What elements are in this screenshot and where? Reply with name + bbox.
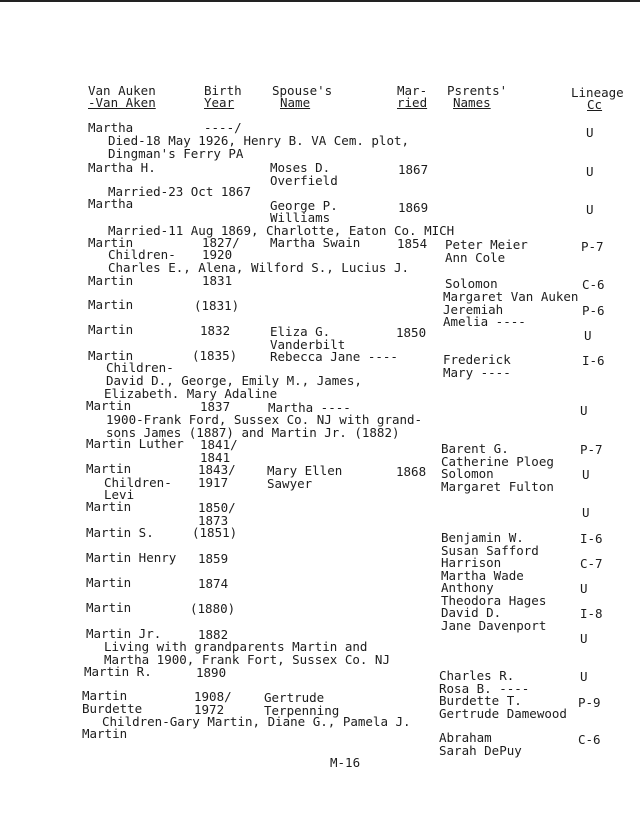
entry-parents: Solomon <box>445 276 498 291</box>
entry-name: Martin S. <box>86 525 154 540</box>
entry-name: Martin <box>88 348 134 363</box>
entry-spouse: Vanderbilt <box>270 337 346 352</box>
entry-spouse: Rebecca Jane ---- <box>270 349 398 364</box>
entry-name: Children- <box>104 475 172 490</box>
entry-lineage: C-6 <box>578 732 601 747</box>
header-surname-alt: -Van Aken <box>88 95 156 110</box>
entry-lineage: I-8 <box>580 606 603 621</box>
entry-parents: Martha Wade <box>441 568 524 583</box>
entry-birth: 1832 <box>200 323 231 338</box>
entry-note: Elizabeth. Mary Adaline <box>104 386 278 401</box>
entry-note: Dingman's Ferry PA <box>108 146 244 161</box>
entry-lineage: U <box>584 328 592 343</box>
entry-birth: 1917 <box>198 475 229 490</box>
entry-lineage: U <box>580 669 588 684</box>
entry-name: Martin <box>82 688 128 703</box>
entry-birth: 1890 <box>196 665 227 680</box>
entry-lineage: P-7 <box>581 239 604 254</box>
entry-note: David D., George, Emily M., James, <box>106 373 362 388</box>
entry-spouse: Williams <box>270 210 331 225</box>
entry-parents: Harrison <box>441 555 502 570</box>
entry-birth: 1850/ <box>198 500 236 515</box>
entry-name: Martin <box>88 235 134 250</box>
entry-married: 1868 <box>396 464 427 479</box>
entry-parents: Frederick <box>443 352 511 367</box>
entry-lineage: P-7 <box>580 442 603 457</box>
entry-name: Martin <box>86 461 132 476</box>
header-parents: Psrents' <box>447 83 508 98</box>
entry-married: 1869 <box>398 200 429 215</box>
entry-parents: Jeremiah <box>443 302 504 317</box>
entry-note: 1900-Frank Ford, Sussex Co. NJ with grand- <box>106 412 423 427</box>
entry-parents: Catherine Ploeg <box>441 454 554 469</box>
entry-name: Martin <box>86 398 132 413</box>
entry-birth: 1908/ <box>194 689 232 704</box>
entry-name: Martin <box>88 297 134 312</box>
entry-name: Martha <box>88 196 134 211</box>
header-married-2: ried <box>397 95 428 110</box>
entry-spouse: Moses D. <box>270 160 331 175</box>
entry-note: Martha 1900, Frank Fort, Sussex Co. NJ <box>104 652 390 667</box>
entry-lineage: U <box>582 505 590 520</box>
entry-birth: 1827/ <box>202 235 240 250</box>
entry-note: Children-Gary Martin, Diane G., Pamela J. <box>102 714 411 729</box>
entry-lineage: U <box>580 403 588 418</box>
entry-parents: Sarah DePuy <box>439 743 522 758</box>
entry-married: 1854 <box>397 236 428 251</box>
entry-parents: Margaret Fulton <box>441 479 554 494</box>
header-lineage-code: Cc <box>587 97 603 112</box>
entry-name: Martin Luther <box>86 436 184 451</box>
entry-name: Martin Jr. <box>86 626 162 641</box>
entry-lineage: P-9 <box>578 695 601 710</box>
header-surname: Van Auken <box>88 83 156 98</box>
entry-name: Martin <box>88 273 134 288</box>
entry-birth: 1873 <box>198 513 229 528</box>
entry-birth: 1831 <box>202 273 233 288</box>
header-parents-names: Names <box>453 95 491 110</box>
entry-birth: 1859 <box>198 551 229 566</box>
entry-married: 1867 <box>398 162 429 177</box>
entry-name: Martin <box>88 322 134 337</box>
entry-birth: 1843/ <box>198 462 236 477</box>
entry-parents: Anthony <box>441 580 494 595</box>
entry-lineage: U <box>582 467 590 482</box>
header-spouse: Spouse's <box>272 83 333 98</box>
entry-note: Married-11 Aug 1869, Charlotte, Eaton Co. MICH <box>108 223 455 238</box>
entry-parents: Benjamin W. <box>441 530 524 545</box>
entry-birth: (1851) <box>192 525 238 540</box>
entry-lineage: I-6 <box>582 353 605 368</box>
entry-note: Married-23 Oct 1867 <box>108 184 251 199</box>
entry-name: Martin Henry <box>86 550 177 565</box>
entry-name: Martha H. <box>88 160 156 175</box>
entry-spouse: Martha ---- <box>268 400 351 415</box>
entry-birth: ----/ <box>204 120 242 135</box>
entry-spouse: Sawyer <box>267 476 313 491</box>
entry-birth: (1831) <box>194 298 240 313</box>
entry-name: Burdette <box>82 701 143 716</box>
entry-lineage: P-6 <box>582 303 605 318</box>
entry-spouse: Martha Swain <box>270 235 361 250</box>
header-lineage: Lineage <box>571 85 624 100</box>
entry-parents: Barent G. <box>441 441 509 456</box>
entry-birth: (1835) <box>192 348 238 363</box>
entry-parents: Amelia ---- <box>443 314 526 329</box>
entry-note: Living with grandparents Martin and <box>104 639 368 654</box>
entry-name: Martin <box>82 726 128 741</box>
entry-name: Levi <box>104 487 135 502</box>
entry-parents: Peter Meier <box>445 237 528 252</box>
entry-name: Children- <box>106 360 174 375</box>
entry-lineage: C-7 <box>580 556 603 571</box>
entry-spouse: George P. <box>270 198 338 213</box>
entry-parents: Burdette T. <box>439 693 522 708</box>
entry-spouse: Overfield <box>270 173 338 188</box>
entry-name: Martin <box>86 600 132 615</box>
entry-lineage: U <box>580 581 588 596</box>
entry-parents: Jane Davenport <box>441 618 547 633</box>
entry-spouse: Eliza G. <box>270 324 331 339</box>
top-rule <box>0 0 640 2</box>
entry-parents: Solomon <box>441 466 494 481</box>
entry-birth: 1841 <box>200 450 231 465</box>
entry-lineage: U <box>580 631 588 646</box>
header-married: Mar- <box>397 83 428 98</box>
entry-parents: Abraham <box>439 730 492 745</box>
entry-note: Charles E., Alena, Wilford S., Lucius J. <box>108 260 410 275</box>
entry-parents: Theodora Hages <box>441 593 547 608</box>
entry-parents: David D. <box>441 605 502 620</box>
entry-spouse: Terpenning <box>264 703 340 718</box>
entry-lineage: U <box>586 202 594 217</box>
entry-name: Martin <box>86 499 132 514</box>
entry-name: Martha <box>88 120 134 135</box>
entry-lineage: U <box>586 125 594 140</box>
entry-birth: 1882 <box>198 627 229 642</box>
entry-birth: 1874 <box>198 576 229 591</box>
header-birth-year: Year <box>204 95 235 110</box>
entry-parents: Rosa B. ---- <box>439 681 530 696</box>
entry-birth: 1837 <box>200 399 231 414</box>
entry-birth: 1920 <box>202 247 233 262</box>
header-birth: Birth <box>204 83 242 98</box>
entry-parents: Mary ---- <box>443 365 511 380</box>
entry-name: Children- <box>108 247 176 262</box>
entry-parents: Gertrude Damewood <box>439 706 567 721</box>
page-number: M-16 <box>330 755 361 770</box>
entry-name: Martin <box>86 575 132 590</box>
entry-married: 1850 <box>396 325 427 340</box>
entry-note: sons James (1887) and Martin Jr. (1882) <box>106 425 400 440</box>
entry-birth: (1880) <box>190 601 236 616</box>
entry-parents: Margaret Van Auken <box>443 289 579 304</box>
entry-parents: Charles R. <box>439 668 515 683</box>
entry-spouse: Mary Ellen <box>267 463 343 478</box>
entry-birth: 1841/ <box>200 437 238 452</box>
header-spouse-name: Name <box>280 95 311 110</box>
entry-lineage: U <box>586 164 594 179</box>
entry-lineage: I-6 <box>580 531 603 546</box>
entry-name: Martin R. <box>84 664 152 679</box>
entry-lineage: C-6 <box>582 277 605 292</box>
entry-note: Died-18 May 1926, Henry B. VA Cem. plot, <box>108 133 410 148</box>
entry-parents: Ann Cole <box>445 250 506 265</box>
entry-birth: 1972 <box>194 702 225 717</box>
entry-parents: Susan Safford <box>441 543 539 558</box>
entry-spouse: Gertrude <box>264 690 325 705</box>
